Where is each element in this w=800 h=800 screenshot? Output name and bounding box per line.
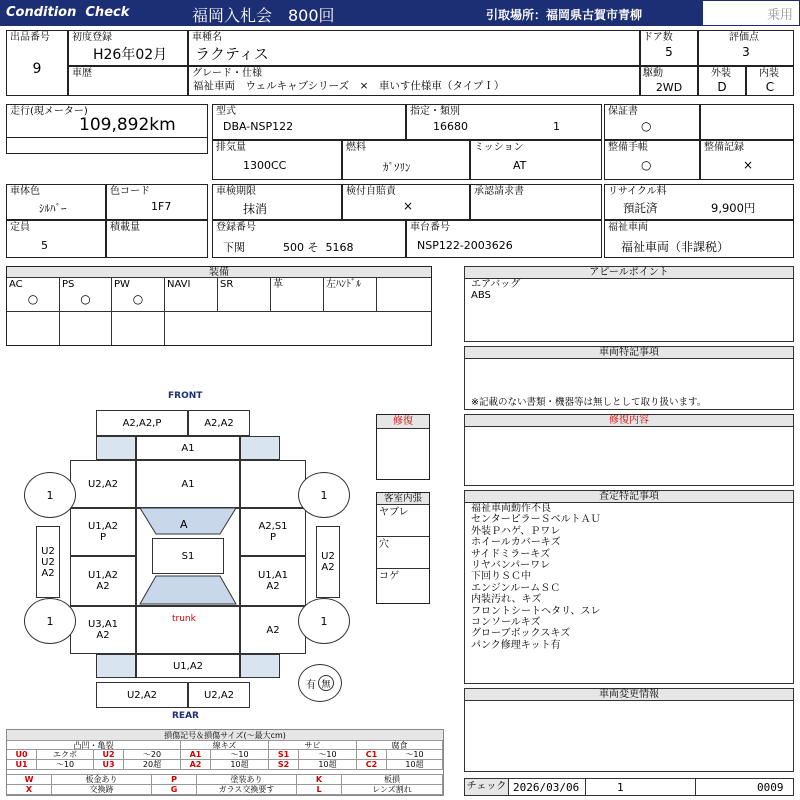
welfare-box xyxy=(604,220,794,258)
equip-cell-navi xyxy=(165,278,218,312)
equip-cell-row2-2 xyxy=(60,312,112,345)
legend-group-dent: 凸凹・亀裂 xyxy=(7,741,181,750)
windshield-label: A xyxy=(180,518,188,531)
legend-code-s1: S1 xyxy=(269,750,299,760)
check-divider-1 xyxy=(585,779,586,795)
equip-cell-ps xyxy=(60,278,112,312)
check-number: 0009 xyxy=(757,781,784,794)
score-box xyxy=(698,30,794,66)
trunk-label: trunk xyxy=(172,614,196,624)
equip-label-lhd: 左ﾊﾝﾄﾞﾙ xyxy=(326,279,361,290)
mileage-label: 走行(現メーター) xyxy=(10,106,88,117)
fender-left: U2,A2 xyxy=(70,460,136,508)
hood-upper: A1 xyxy=(136,460,240,508)
record-value: × xyxy=(743,158,754,172)
equip-value-ps: ○ xyxy=(80,292,91,306)
color-label: 車体色 xyxy=(10,186,40,197)
condition-check-title: Condition Check xyxy=(6,5,130,20)
exterior-value: D xyxy=(717,80,727,94)
change-panel xyxy=(464,688,794,772)
type-label: 型式 xyxy=(216,106,236,117)
trunk-lid: U1,A2 xyxy=(136,654,240,678)
recycle-fee: 9,900円 xyxy=(711,201,756,215)
front-bumper-left: A2,A2,P xyxy=(96,410,188,436)
rear-bumper-left: U2,A2 xyxy=(96,682,188,708)
equip-cell-row2-1 xyxy=(7,312,60,345)
load-label: 積載量 xyxy=(110,222,140,233)
tire-front-right: 1 xyxy=(298,472,350,518)
spare-tire-label: 有 xyxy=(306,679,316,691)
first-reg-value: H26年02月 xyxy=(93,47,168,63)
record-box xyxy=(700,140,794,180)
equip-value-ac: ○ xyxy=(27,292,39,306)
legend-code-u3: U3 xyxy=(94,760,124,770)
side-panel-right: U2 A2 xyxy=(316,526,340,598)
equip-value-pw: ○ xyxy=(132,292,144,306)
reg-area: 下関 xyxy=(223,241,245,254)
special-text: ※記載のない書類・機器等は無しとして取り扱います。 xyxy=(471,397,707,408)
cabin-row-tear xyxy=(377,505,429,537)
history-box xyxy=(68,66,188,96)
legend-code-g: G xyxy=(152,785,197,795)
reg-number: 500 そ 5168 xyxy=(283,241,354,254)
doors-value: 5 xyxy=(665,45,673,59)
chassis-value: NSP122-2003626 xyxy=(417,239,513,252)
capacity-value: 5 xyxy=(41,239,48,252)
lot-label: 出品番号 xyxy=(10,32,50,43)
door-rear-right: U1,A1 A2 xyxy=(240,556,306,606)
mileage-value: 109,892km xyxy=(79,115,176,135)
drive-label: 駆動 xyxy=(643,68,663,79)
inspector-text: 福祉車両動作不良 センターピラーＳベルトＡＵ 外装Ｐハゲ、Ｐワレ ホイールカバーキズ サイドミラーキズ リヤバンパーワレ 下回りＳＣ中 エンジンルームＳＣ 内装汚れ、キズ フロントシートヘタリ、スレ コンソールキズ グローブボックスキズ パンク修理キット有 xyxy=(471,503,601,651)
inspector-panel xyxy=(464,490,794,684)
warranty-label: 保証書 xyxy=(608,106,638,117)
legend-desc-k: 板損 xyxy=(342,775,443,785)
check-count: 1 xyxy=(617,781,624,794)
special-title: 車両特記事項 xyxy=(465,347,793,359)
legend-desc-l: レンズ割れ xyxy=(342,785,443,795)
cabin-lining-box xyxy=(376,492,430,604)
spec-label: 指定・類別 xyxy=(410,106,460,117)
mission-box xyxy=(470,140,602,180)
equip-label-navi: NAVI xyxy=(167,279,191,290)
insurance-box xyxy=(342,184,470,220)
legend-group-corrosion: 腐食 xyxy=(357,741,443,750)
legend-code-p: P xyxy=(152,775,197,785)
cabin-lining-title: 客室内張 xyxy=(377,493,429,505)
chassis-label: 車台番号 xyxy=(410,222,450,233)
legend-desc-c2: 10超 xyxy=(387,760,443,770)
spare-tire-mark: 無 xyxy=(318,675,334,691)
colorcode-label: 色コード xyxy=(110,186,150,197)
legend-panel xyxy=(6,729,444,796)
fender-right xyxy=(240,460,306,508)
first-reg-label: 初度登録 xyxy=(72,32,112,43)
quarter-left: U3,A1 A2 xyxy=(70,606,136,654)
manual-box xyxy=(604,140,700,180)
approval-box xyxy=(470,184,602,220)
capacity-box xyxy=(6,220,106,258)
legend-desc-x: 交換跡 xyxy=(52,785,152,795)
equip-cell-lhd xyxy=(324,278,377,312)
displacement-box xyxy=(212,140,342,180)
equip-cell-row2-3 xyxy=(112,312,165,345)
score-label: 評価点 xyxy=(729,32,759,43)
lot-box xyxy=(6,30,68,96)
interior-value: C xyxy=(765,80,775,94)
record-label: 整備記録 xyxy=(704,142,744,153)
recycle-box xyxy=(604,184,794,220)
displacement-label: 排気量 xyxy=(216,142,246,153)
equip-label-sr: SR xyxy=(220,279,234,290)
auction-title: 福岡入札会 800回 xyxy=(192,6,335,25)
equip-cell-pw xyxy=(112,278,165,312)
legend-desc-w: 板金あり xyxy=(52,775,152,785)
regno-label: 登録番号 xyxy=(216,222,256,233)
model-label: 車種名 xyxy=(192,32,222,43)
check-row xyxy=(464,778,794,796)
side-panel-left: U2 U2 A2 xyxy=(36,526,60,598)
check-label: チェック xyxy=(465,779,509,795)
spare-tire xyxy=(298,664,342,702)
recycle-status: 預託済 xyxy=(623,201,658,215)
door-rear-left: U1,A2 A2 xyxy=(70,556,136,606)
type-value: DBA-NSP122 xyxy=(223,120,294,133)
tire-rear-right: 1 xyxy=(298,598,350,644)
displacement-value: 1300CC xyxy=(243,159,287,172)
approval-label: 承認請求書 xyxy=(474,186,524,197)
appeal-panel xyxy=(464,266,794,342)
front-label: FRONT xyxy=(168,391,203,401)
equip-label-ps: PS xyxy=(62,279,75,290)
fuel-label: 燃料 xyxy=(346,142,366,153)
manual-label: 整備手帳 xyxy=(608,142,648,153)
cabin-hole-label: 穴 xyxy=(379,539,389,550)
legend-code-s2: S2 xyxy=(269,760,299,770)
insurance-label: 検付自賠責 xyxy=(346,186,396,197)
inspection-label: 車検期限 xyxy=(216,186,256,197)
legend-desc-u3: 20超 xyxy=(124,760,181,770)
hood-front: A1 xyxy=(136,436,240,460)
change-title: 車両変更情報 xyxy=(465,689,793,701)
check-date: 2026/03/06 xyxy=(513,781,580,794)
chassis-box xyxy=(406,220,602,258)
spec-box xyxy=(406,104,602,140)
headlight-right xyxy=(240,436,280,460)
repair-content-panel xyxy=(464,414,794,486)
recycle-label: リサイクル料 xyxy=(608,186,667,197)
warranty-value: ○ xyxy=(641,119,652,133)
pickup-location: 引取場所：福岡県古賀市青柳 xyxy=(486,8,643,22)
first-reg-box xyxy=(68,30,188,66)
equip-label-pw: PW xyxy=(114,279,130,290)
rear-label: REAR xyxy=(172,711,199,721)
rear-bumper-right: U2,A2 xyxy=(188,682,250,708)
check-divider-2 xyxy=(695,779,696,795)
mileage-divider xyxy=(7,137,207,138)
legend-desc-a1: 〜10 xyxy=(211,750,269,760)
windshield-shape xyxy=(140,508,236,534)
repair-box-title: 修復 xyxy=(377,415,429,429)
legend-code-a1: A1 xyxy=(181,750,211,760)
equipment-panel xyxy=(6,266,432,346)
capacity-label: 定員 xyxy=(10,222,30,233)
category-label: 乗用 xyxy=(702,0,800,26)
model-value: ラクティス xyxy=(195,45,269,63)
drive-value: 2WD xyxy=(655,81,683,94)
score-value: 3 xyxy=(742,45,750,59)
interior-box xyxy=(746,66,794,96)
legend-code-a2: A2 xyxy=(181,760,211,770)
mission-label: ミッション xyxy=(474,142,524,153)
lot-number: 9 xyxy=(32,61,42,77)
legend-code-c1: C1 xyxy=(357,750,387,760)
legend-group-rust: サビ xyxy=(269,741,357,750)
color-box xyxy=(6,184,106,220)
legend-code-u1: U1 xyxy=(7,760,37,770)
history-label: 車歴 xyxy=(72,68,92,79)
legend-desc-u0: エクボ xyxy=(37,750,94,760)
tire-rear-left: 1 xyxy=(24,598,76,644)
equip-cell-ac xyxy=(7,278,60,312)
doors-box xyxy=(640,30,698,66)
taillight-left xyxy=(96,654,136,678)
quarter-right: A2 xyxy=(240,606,306,654)
manual-value: ○ xyxy=(641,158,652,172)
type-box xyxy=(212,104,406,140)
exterior-box xyxy=(698,66,746,96)
cabin-row-hole xyxy=(377,537,429,569)
warranty-box xyxy=(604,104,700,140)
grade-box xyxy=(188,66,640,96)
cabin-burn-label: コゲ xyxy=(379,571,399,582)
doors-label: ドア数 xyxy=(643,32,673,43)
door-front-left: U1,A2 P xyxy=(70,508,136,556)
load-box xyxy=(106,220,208,258)
cabin-row-burn xyxy=(377,569,429,603)
special-panel xyxy=(464,346,794,410)
legend-code-k: K xyxy=(297,775,342,785)
interior-label: 内装 xyxy=(759,68,779,79)
inspection-value: 抹消 xyxy=(243,202,268,216)
fuel-box xyxy=(342,140,470,180)
grade-value: 福祉車両 ウェルキャブシリーズ × 車いす仕様車（タイプＩ） xyxy=(193,80,505,92)
insurance-value: × xyxy=(403,199,414,213)
cabin-tear-label: ヤブレ xyxy=(379,507,409,518)
roof-panel: S1 xyxy=(152,538,224,574)
legend-code-c2: C2 xyxy=(357,760,387,770)
legend-desc-u1: 〜10 xyxy=(37,760,94,770)
equip-cell-sr xyxy=(218,278,271,312)
equip-cell-leather xyxy=(271,278,324,312)
fuel-value: ｶﾞｿﾘﾝ xyxy=(383,161,411,174)
model-box xyxy=(188,30,640,66)
repair-content-title: 修復内容 xyxy=(465,415,793,427)
appeal-title: アピールポイント xyxy=(465,267,793,279)
inspection-box xyxy=(212,184,342,220)
equipment-title: 装備 xyxy=(7,267,431,278)
spec-value-2: 1 xyxy=(553,120,560,133)
spec-value-1: 16680 xyxy=(433,120,468,133)
legend-desc-g: ガラス交換要す xyxy=(197,785,297,795)
grade-label: グレード・仕様 xyxy=(192,68,262,79)
welfare-label: 福祉車両 xyxy=(608,222,648,233)
drive-box xyxy=(640,66,698,96)
legend-title: 損傷記号＆損傷サイズ(〜最大cm) xyxy=(7,730,443,741)
appeal-text: エアバッグ ABS xyxy=(471,279,521,302)
door-front-right: A2,S1 P xyxy=(240,508,306,556)
legend-desc-u2: 〜20 xyxy=(124,750,181,760)
colorcode-value: 1F7 xyxy=(151,200,172,213)
equip-label-leather: 革 xyxy=(273,279,283,290)
equip-cell-empty-1 xyxy=(377,278,431,312)
mileage-box xyxy=(6,104,208,154)
legend-desc-p: 塗装あり xyxy=(197,775,297,785)
front-bumper-right: A2,A2 xyxy=(188,410,250,436)
tire-front-left: 1 xyxy=(24,472,76,518)
legend-code-u0: U0 xyxy=(7,750,37,760)
taillight-right xyxy=(240,654,280,678)
exterior-label: 外装 xyxy=(711,68,731,79)
headlight-left xyxy=(96,436,136,460)
mission-value: AT xyxy=(513,159,527,172)
colorcode-box xyxy=(106,184,208,220)
legend-code-l: L xyxy=(297,785,342,795)
regno-box xyxy=(212,220,406,258)
legend-code-x: X xyxy=(7,785,52,795)
equip-label-ac: AC xyxy=(9,279,23,290)
legend-code-w: W xyxy=(7,775,52,785)
equipment-grid xyxy=(7,278,431,345)
legend-group-scratch: 線キズ xyxy=(181,741,269,750)
rear-window-shape xyxy=(140,576,236,604)
color-value: ｼﾙﾊﾞｰ xyxy=(39,202,67,215)
legend-desc-a2: 10超 xyxy=(211,760,269,770)
welfare-value: 福祉車両（非課税） xyxy=(621,240,730,254)
legend-desc-s2: 10超 xyxy=(299,760,357,770)
warranty-extra-box xyxy=(700,104,794,140)
legend-code-u2: U2 xyxy=(94,750,124,760)
inspector-title: 査定特記事項 xyxy=(465,491,793,503)
repair-box xyxy=(376,414,430,480)
legend-desc-s1: 〜10 xyxy=(299,750,357,760)
legend-desc-c1: 〜10 xyxy=(387,750,443,760)
